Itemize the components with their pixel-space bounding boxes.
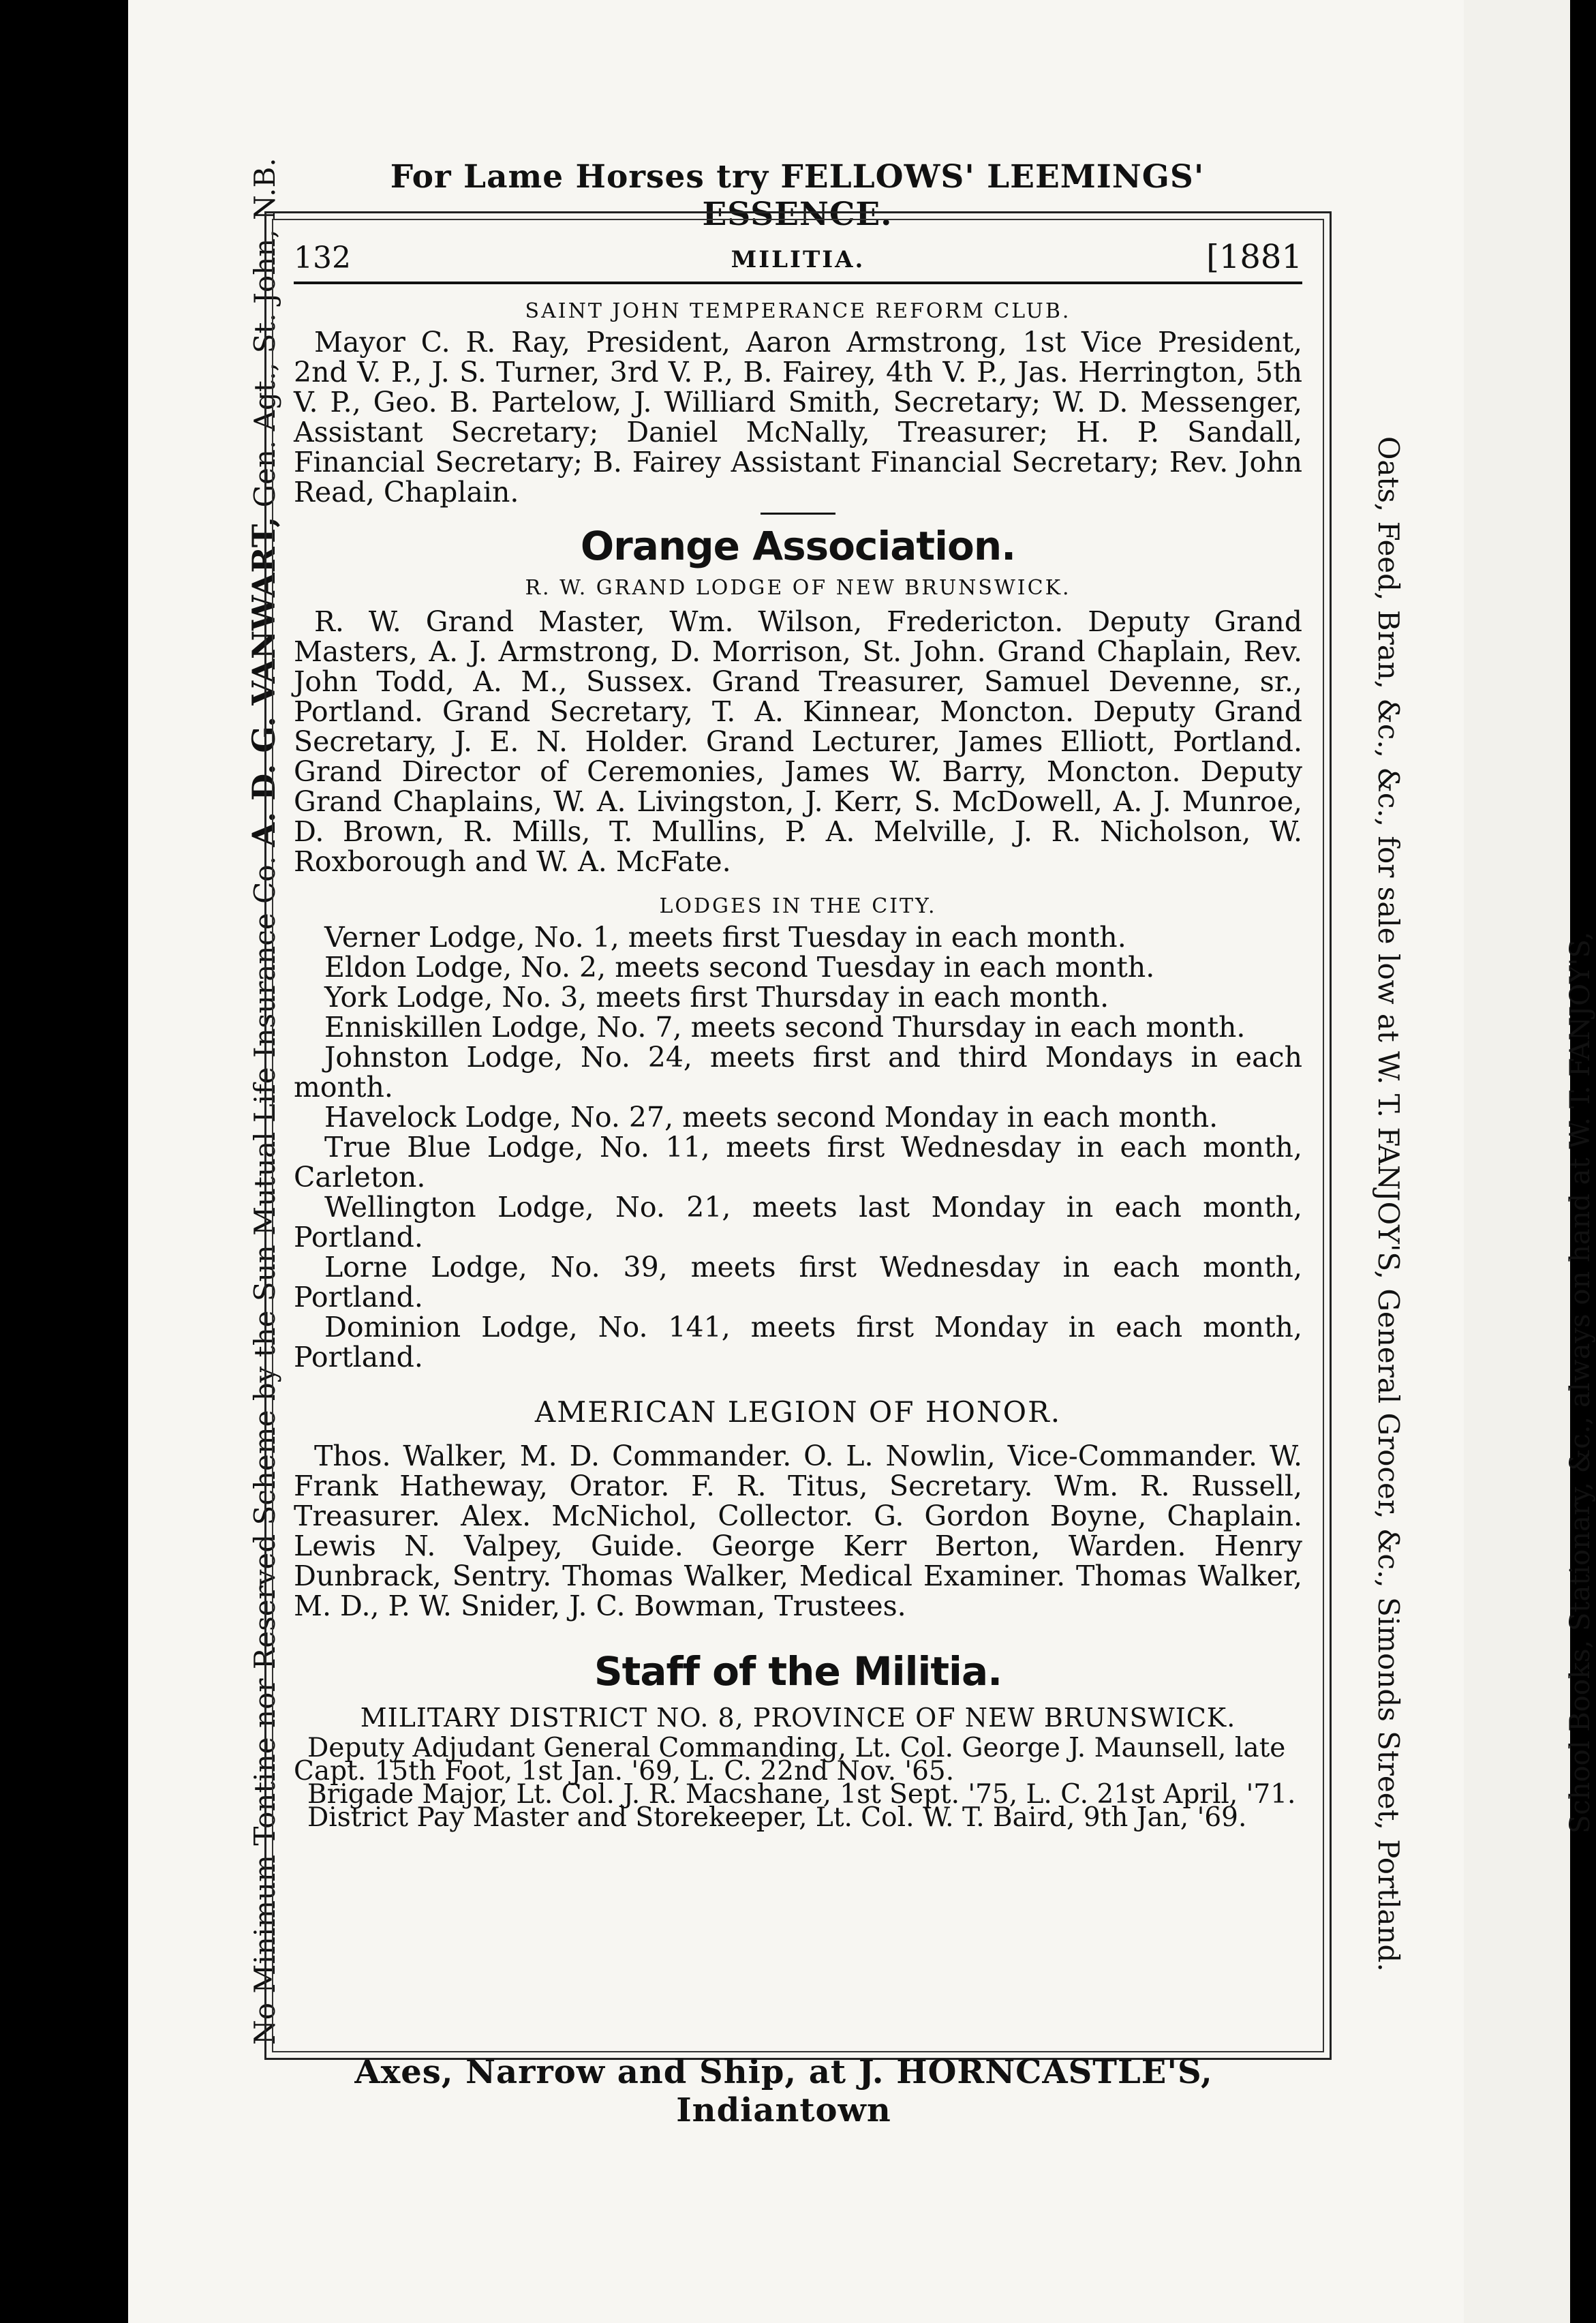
grand-lodge-body: R. W. Grand Master, Wm. Wilson, Fredericton. Deputy Grand Masters, A. J. Armstrong, D. Morrison, St. John. Grand Chaplain, Rev. John Todd, A. M., Sussex. Grand Treasurer, Samuel Devenne, sr., Portland. Grand Secretary, T. A. Kinnear, Moncton. Deputy Grand Secretary, J. E. N. Holder. Grand Lecturer, James Elliott, Portland. Grand Director of Ceremonies, James W. Barry, Moncton. Deputy Grand Chaplains, W. A. Livingston, J. Kerr, S. McDowell, A. J. Munroe, D. Brown, R. Mills, T. Mullins, P. A. Melville, J. R. Nicholson, W. Roxborough and W. A. McFate. (294, 605, 1302, 878)
military-district-heading: MILITARY DISTRICT NO. 8, PROVINCE OF NEW BRUNSWICK. (360, 1703, 1236, 1733)
facing-page-edge (1464, 0, 1570, 2323)
grand-lodge-heading: R. W. GRAND LODGE OF NEW BRUNSWICK. (525, 576, 1071, 600)
page-content (294, 213, 1302, 1833)
page-frame (264, 211, 1332, 2060)
lodges-heading: LODGES IN THE CITY. (659, 894, 937, 918)
legion-title: AMERICAN LEGION OF HONOR. (534, 1395, 1062, 1429)
orange-association-title: Orange Association. (580, 523, 1016, 569)
militia-entry: District Pay Master and Storekeeper, Lt. Col. W. T. Baird, 9th Jan, '69. (307, 1802, 1247, 1833)
temperance-body: Mayor C. R. Ray, President, Aaron Armstrong, 1st Vice President, 2nd V. P., J. S. Turner, 3rd V. P., B. Fairey, 4th V. P., Jas. Herrington, 5th V. P., Geo. B. Partelow, J. Williard Smith, Secretary; W. D. Messenger, Assistant Secretary; Daniel McNally, Treasurer; H. P. Sandall, Financial Secretary; B. Fairey Assistant Financial Secretary; Rev. John Read, Chaplain. (294, 326, 1302, 508)
list-item: Johnston Lodge, No. 24, meets first and third Mondays in each month. (294, 1041, 1302, 1104)
list-item: Wellington Lodge, No. 21, meets last Monday in each month, Portland. (294, 1191, 1302, 1254)
list-item: Havelock Lodge, No. 27, meets second Monday in each month. (324, 1101, 1218, 1134)
facing-page-advertisement: School Books, Stationary, &c., always on hand at W. T. FANJOY'S, (1565, 931, 1596, 1834)
page-number: 132 (294, 241, 351, 275)
list-item: Lorne Lodge, No. 39, meets first Wednesday in each month, Portland. (294, 1251, 1302, 1314)
militia-entry: Capt. 15th Foot, 1st Jan. '69, L. C. 22nd Nov. '65. (294, 1756, 955, 1787)
list-item: Eldon Lodge, No. 2, meets second Tuesday in each month. (324, 951, 1155, 984)
page-year: [1881 (1206, 238, 1302, 276)
lodges-list (294, 922, 1302, 1372)
list-item: York Lodge, No. 3, meets first Thursday in each month. (324, 981, 1109, 1014)
page-header (294, 213, 1302, 284)
militia-entry: Brigade Major, Lt. Col. J. R. Macshane, 1st Sept. '75, L. C. 21st April, '71. (307, 1779, 1296, 1810)
list-item: Enniskillen Lodge, No. 7, meets second Thursday in each month. (324, 1011, 1246, 1044)
left-ad-text: No Minimum Tontine nor Reserved Scheme by the Sun Mutual Life Insurance Co. (248, 855, 281, 2045)
running-head: MILITIA. (731, 246, 865, 273)
bottom-advertisement: Axes, Narrow and Ship, at J. HORNCASTLE'S, Indiantown (354, 2053, 1213, 2129)
list-item: Verner Lodge, No. 1, meets first Tuesday in each month. (324, 921, 1126, 954)
list-item: Dominion Lodge, No. 141, meets first Monday in each month, Portland. (294, 1311, 1302, 1373)
legion-body: Thos. Walker, M. D. Commander. O. L. Nowlin, Vice-Commander. W. Frank Hatheway, Orator. F. R. Titus, Secretary. Wm. R. Russell, Treasurer. Alex. McNichol, Collector. G. Gordon Boyne, Chaplain. Lewis N. Valpey, Guide. George Kerr Berton, Warden. Henry Dunbrack, Sentry. Thomas Walker, Medical Examiner. Thomas Walker, M. D., P. W. Snider, J. C. Bowman, Trustees. (294, 1440, 1302, 1622)
temperance-heading: SAINT JOHN TEMPERANCE REFORM CLUB. (525, 299, 1071, 323)
right-margin-advertisement: Oats, Feed, Bran, &c., &c., for sale low at W. T. FANJOY'S, General Grocer, &c., Simonds Street, Portland. (1372, 436, 1405, 1972)
militia-staff-title: Staff of the Militia. (594, 1648, 1002, 1695)
top-advertisement: For Lame Horses try FELLOWS' LEEMINGS' ESSENCE. (390, 158, 1205, 233)
militia-entry: Deputy Adjudant General Commanding, Lt. Col. George J. Maunsell, late (307, 1733, 1286, 1763)
list-item: True Blue Lodge, No. 11, meets first Wednesday in each month, Carleton. (294, 1131, 1302, 1194)
left-ad-location: Gen. Agt., St. John, N.B. (248, 157, 281, 508)
left-ad-agent: A. D. G. VANWART, (245, 516, 282, 847)
